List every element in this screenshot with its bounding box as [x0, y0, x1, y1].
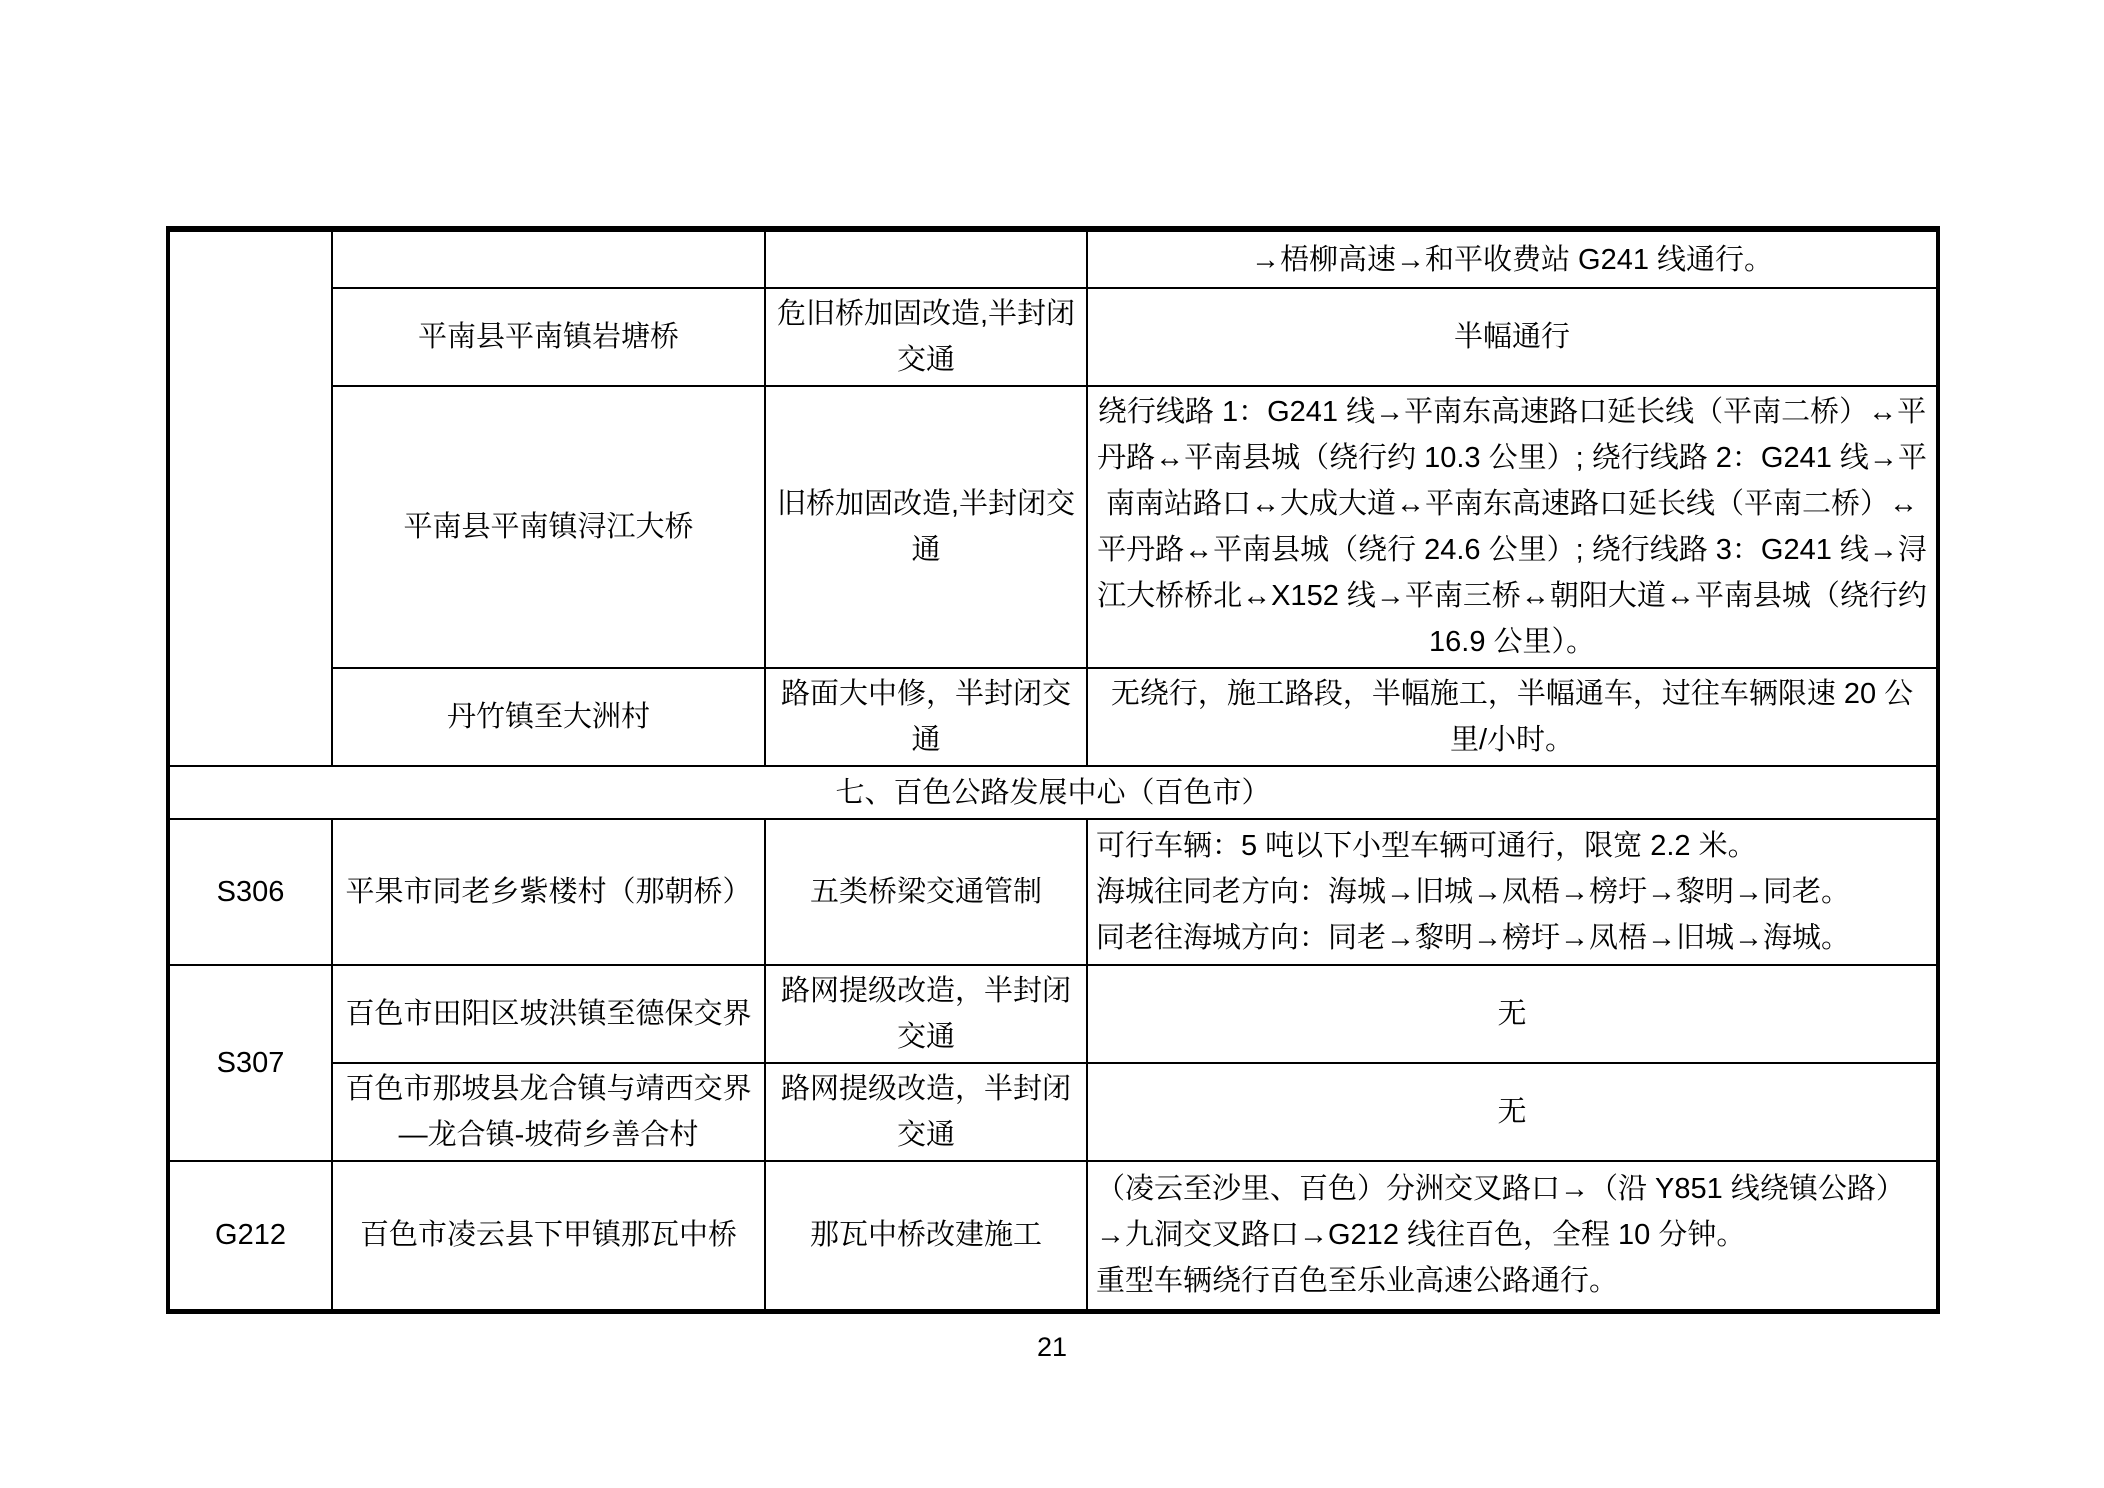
road-construction-table [166, 226, 1940, 1314]
location-cell-empty [332, 229, 765, 288]
table-row-s306 [168, 819, 1938, 965]
location-cell: 平果市同老乡紫楼村（那朝桥） [332, 819, 765, 965]
table-row-xunjiang-bridge [168, 386, 1938, 668]
location-cell: 百色市那坡县龙合镇与靖西交界—龙合镇-坡荷乡善合村 [332, 1063, 765, 1161]
table-row-section-header [168, 766, 1938, 819]
construction-type-cell: 那瓦中桥改建施工 [765, 1161, 1087, 1311]
detour-line: 海城往同老方向：海城→旧城→凤梧→榜圩→黎明→同老。 [1096, 876, 1851, 908]
construction-type-cell: 五类桥梁交通管制 [765, 819, 1087, 965]
location-cell: 百色市凌云县下甲镇那瓦中桥 [332, 1161, 765, 1311]
table-row-g212 [168, 1161, 1938, 1311]
construction-type-cell: 路网提级改造，半封闭交通 [765, 1063, 1087, 1161]
route-code-cell: G212 [168, 1161, 332, 1311]
detour-info-cell [1087, 819, 1938, 965]
route-code-cell: S307 [168, 965, 332, 1161]
location-cell: 丹竹镇至大洲村 [332, 668, 765, 766]
table-row-s307-b [168, 1063, 1938, 1161]
detour-info-cell: →梧柳高速→和平收费站 G241 线通行。 [1087, 229, 1938, 288]
table-row-s307-a [168, 965, 1938, 1063]
construction-type-cell-empty [765, 229, 1087, 288]
location-cell: 平南县平南镇岩塘桥 [332, 288, 765, 386]
detour-line: （凌云至沙里、百色）分洲交叉路口→（沿 Y851 线绕镇公路）→九洞交叉路口→G212 线往百色，全程 10 分钟。 [1096, 1173, 1905, 1252]
detour-line: 可行车辆：5 吨以下小型车辆可通行，限宽 2.2 米。 [1096, 830, 1757, 862]
detour-info-cell: 绕行线路 1：G241 线→平南东高速路口延长线（平南二桥）↔平丹路↔平南县城（绕行约 10.3 公里）; 绕行线路 2：G241 线→平南南站路口↔大成大道↔平南东高速路口延长线（平南二桥）↔平丹路↔平南县城（绕行 24.6 公里）; 绕行线路 3：G241 线→浔江大桥桥北↔X152 线→平南三桥↔朝阳大道↔平南县城（绕行约 16.9 公里）。 [1087, 386, 1938, 668]
construction-type-cell: 路网提级改造，半封闭交通 [765, 965, 1087, 1063]
route-code-cell-empty [168, 229, 332, 766]
location-cell: 百色市田阳区坡洪镇至德保交界 [332, 965, 765, 1063]
section-title: 七、百色公路发展中心（百色市） [168, 766, 1938, 819]
table-row-yantang-bridge [168, 288, 1938, 386]
page-number: 21 [1036, 1332, 1068, 1362]
detour-info-cell: 半幅通行 [1087, 288, 1938, 386]
detour-info-cell: 无 [1087, 965, 1938, 1063]
location-cell: 平南县平南镇浔江大桥 [332, 386, 765, 668]
table-row-danzhu [168, 668, 1938, 766]
construction-type-cell: 旧桥加固改造,半封闭交通 [765, 386, 1087, 668]
detour-line: 重型车辆绕行百色至乐业高速公路通行。 [1096, 1265, 1619, 1298]
detour-info-cell: 无绕行，施工路段，半幅施工，半幅通车，过往车辆限速 20 公里/小时。 [1087, 668, 1938, 766]
detour-line: 同老往海城方向：同老→黎明→榜圩→凤梧→旧城→海城。 [1096, 922, 1851, 954]
route-code-cell: S306 [168, 819, 332, 965]
detour-info-cell: 无 [1087, 1063, 1938, 1161]
table-row-continuation [168, 229, 1938, 288]
detour-info-cell [1087, 1161, 1938, 1311]
construction-type-cell: 危旧桥加固改造,半封闭交通 [765, 288, 1087, 386]
construction-type-cell: 路面大中修，半封闭交通 [765, 668, 1087, 766]
